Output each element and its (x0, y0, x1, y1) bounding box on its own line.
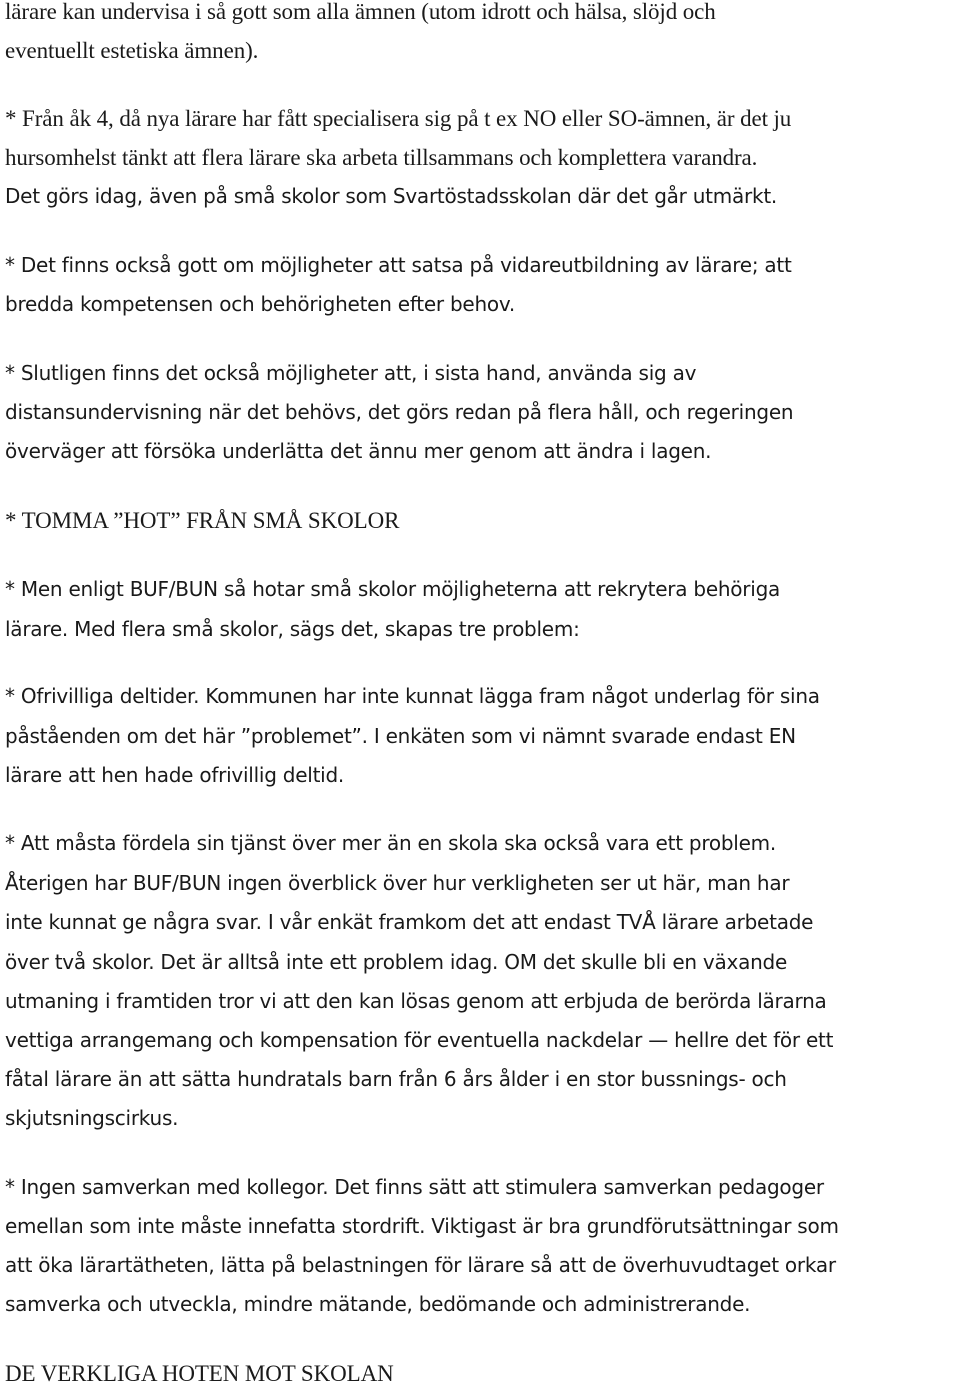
text-line: bredda kompetensen och behörigheten efter behov. (5, 292, 516, 316)
text-line: inte kunnat ge några svar. I vår enkät framkom det att endast TVÅ lärare arbetade (5, 910, 814, 934)
section-heading: * TOMMA ”HOT” FRÅN SMÅ SKOLOR (5, 508, 400, 533)
text-line: * Ofrivilliga deltider. Kommunen har inte kunnat lägga fram något underlag för sina (5, 684, 820, 708)
text-line: lärare. Med flera små skolor, sägs det, skapas tre problem: (5, 617, 580, 641)
text-line: hursomhelst tänkt att flera lärare ska arbeta tillsammans och komplettera varandra. (5, 145, 758, 170)
text-line: Det görs idag, även på små skolor som Svartöstadsskolan där det går utmärkt. (5, 184, 778, 208)
text-line: * Det finns också gott om möjligheter att satsa på vidareutbildning av lärare; att (5, 253, 792, 277)
text-line: lärare kan undervisa i så gott som alla ämnen (utom idrott och hälsa, slöjd och (5, 0, 716, 24)
text-line: påståenden om det här ”problemet”. I enkäten som vi nämnt svarade endast EN (5, 724, 796, 748)
section-heading: DE VERKLIGA HOTEN MOT SKOLAN (5, 1361, 394, 1386)
text-line: Återigen har BUF/BUN ingen överblick över hur verkligheten ser ut här, man har (5, 871, 790, 895)
text-line: lärare att hen hade ofrivillig deltid. (5, 763, 345, 787)
text-line: vettiga arrangemang och kompensation för eventuella nackdelar — hellre det för ett (5, 1028, 834, 1052)
text-line: distansundervisning när det behövs, det görs redan på flera håll, och regeringen (5, 400, 794, 424)
text-line: eventuellt estetiska ämnen). (5, 38, 259, 63)
text-line: * Slutligen finns det också möjligheter att, i sista hand, använda sig av (5, 361, 697, 385)
text-line: att öka lärartätheten, lätta på belastningen för lärare så att de överhuvudtaget orkar (5, 1253, 836, 1277)
text-line: * Från åk 4, då nya lärare har fått specialisera sig på t ex NO eller SO-ämnen, är det ju (5, 106, 792, 131)
text-line: fåtal lärare än att sätta hundratals barn från 6 års ålder i en stor bussnings- och (5, 1067, 787, 1091)
text-line: * Att måsta fördela sin tjänst över mer än en skola ska också vara ett problem. (5, 831, 777, 855)
text-line: utmaning i framtiden tror vi att den kan lösas genom att erbjuda de berörda lärarna (5, 989, 827, 1013)
text-line: samverka och utveckla, mindre mätande, bedömande och administrerande. (5, 1292, 751, 1316)
text-line: överväger att försöka underlätta det ännu mer genom att ändra i lagen. (5, 439, 712, 463)
text-line: * Men enligt BUF/BUN så hotar små skolor möjligheterna att rekrytera behöriga (5, 577, 781, 601)
text-line: * Ingen samverkan med kollegor. Det finns sätt att stimulera samverkan pedagoger (5, 1175, 824, 1199)
text-line: skjutsningscirkus. (5, 1106, 179, 1130)
text-line: över två skolor. Det är alltså inte ett problem idag. OM det skulle bli en växande (5, 950, 788, 974)
text-line: emellan som inte måste innefatta stordrift. Viktigast är bra grundförutsättningar som (5, 1214, 839, 1238)
